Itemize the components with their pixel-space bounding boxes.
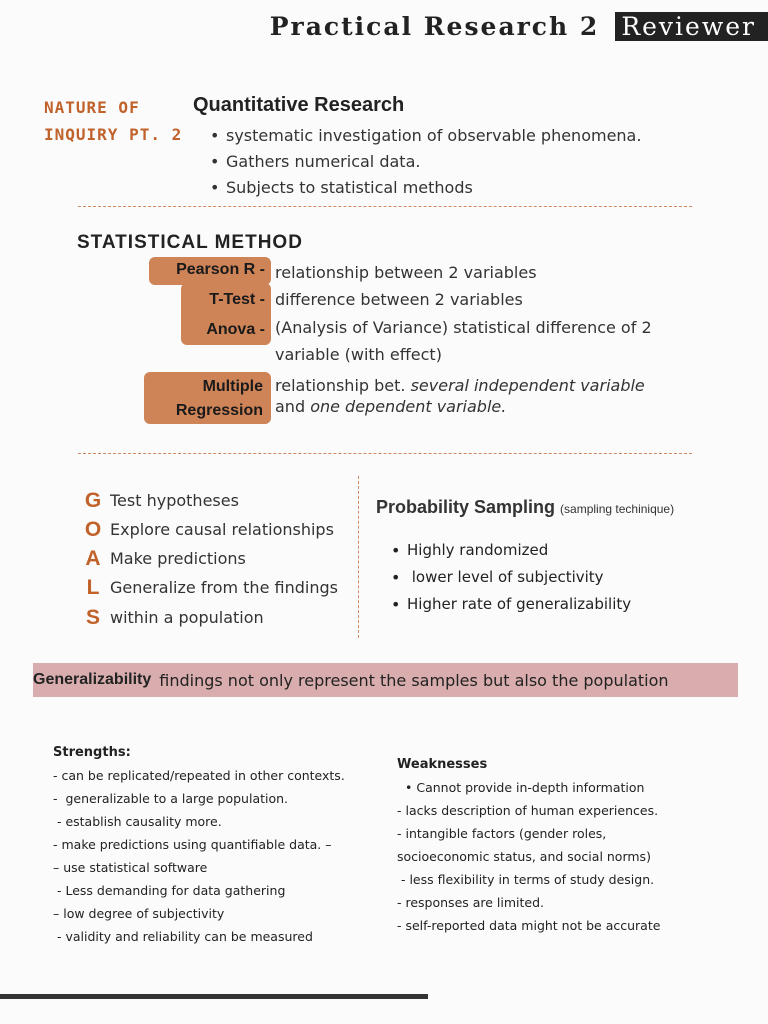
list-item: • Higher rate of generalizability bbox=[386, 591, 631, 618]
goal-item: Generalize from the findings bbox=[110, 578, 338, 597]
def-pearson: relationship between 2 variables bbox=[275, 263, 537, 282]
page-header bbox=[270, 10, 768, 42]
quantitative-list bbox=[205, 123, 641, 201]
list-item: • systematic investigation of observable phenomena. bbox=[205, 123, 641, 149]
footer-bar bbox=[0, 994, 428, 999]
list-item: - can be replicated/repeated in other contexts. bbox=[53, 768, 345, 783]
list-item: - intangible factors (gender roles, bbox=[397, 826, 607, 841]
goal-letter-g: G bbox=[84, 489, 102, 512]
def-italic: one dependent variable. bbox=[310, 397, 507, 416]
def-regression bbox=[275, 375, 695, 417]
list-item: - less flexibility in terms of study design. bbox=[397, 872, 655, 887]
list-item: • Subjects to statistical methods bbox=[205, 175, 641, 201]
goal-item: Make predictions bbox=[110, 549, 246, 568]
ps-title-text: Probability Sampling bbox=[376, 497, 556, 517]
bullet-icon: • bbox=[405, 780, 417, 795]
probability-list bbox=[386, 537, 631, 618]
page-title: Practical Research 2 bbox=[269, 11, 600, 41]
list-item bbox=[397, 776, 660, 799]
goal-letter-l: L bbox=[86, 576, 100, 599]
goal-letter-a: A bbox=[85, 547, 101, 570]
section-label-nature: NATURE OF INQUIRY PT. 2 bbox=[44, 98, 183, 144]
divider bbox=[78, 206, 692, 207]
list-item: socioeconomic status, and social norms) bbox=[397, 849, 651, 864]
list-item: - responses are limited. bbox=[397, 895, 545, 910]
list-item: - self-reported data might not be accurate bbox=[397, 918, 661, 933]
weaknesses-heading: Weaknesses bbox=[397, 757, 488, 772]
list-item-text: Cannot provide in-depth information bbox=[416, 780, 645, 795]
strengths-section bbox=[53, 741, 345, 948]
term-pearson: Pearson R - bbox=[176, 261, 265, 278]
generalizability-label: Generalizability bbox=[33, 671, 152, 688]
goal-letter-s: S bbox=[85, 606, 100, 629]
strengths-heading: Strengths: bbox=[53, 745, 131, 760]
quantitative-title: Quantitative Research bbox=[193, 94, 405, 116]
list-item: - Less demanding for data gathering bbox=[53, 883, 286, 898]
def-text: relationship bet. bbox=[275, 376, 411, 395]
def-anova: (Analysis of Variance) statistical difference of 2 variable (with effect) bbox=[275, 318, 652, 364]
list-item: • lower level of subjectivity bbox=[386, 564, 631, 591]
def-italic: several independent variable bbox=[410, 376, 645, 395]
list-item: - make predictions using quantifiable data. – bbox=[53, 837, 332, 852]
goal-item: within a population bbox=[110, 608, 264, 627]
divider bbox=[78, 453, 692, 454]
goal-letter-o: O bbox=[84, 518, 102, 541]
goal-item: Explore causal relationships bbox=[110, 520, 334, 539]
list-item: – use statistical software bbox=[53, 860, 208, 875]
goal-item: Test hypotheses bbox=[110, 491, 239, 510]
statistical-method-heading: STATISTICAL METHOD bbox=[77, 232, 303, 253]
list-item: - lacks description of human experiences. bbox=[397, 803, 659, 818]
reviewer-tag: Reviewer bbox=[615, 12, 768, 41]
term-anova: Anova - bbox=[206, 321, 265, 338]
list-item: • Gathers numerical data. bbox=[205, 149, 641, 175]
term-line: Regression bbox=[175, 402, 263, 419]
list-item: - generalizable to a large population. bbox=[53, 791, 289, 806]
term-line: Multiple bbox=[202, 378, 263, 395]
list-item: - validity and reliability can be measured bbox=[53, 929, 313, 944]
list-item: • Highly randomized bbox=[386, 537, 631, 564]
vertical-divider bbox=[358, 476, 359, 638]
list-item: - establish causality more. bbox=[53, 814, 222, 829]
term-ttest: T-Test - bbox=[209, 291, 265, 308]
def-text: and bbox=[275, 397, 311, 416]
term-multiple-regression bbox=[140, 375, 263, 423]
ps-note: (sampling techinique) bbox=[560, 502, 675, 516]
generalizability-text: findings not only represent the samples but also the population bbox=[159, 670, 669, 690]
list-item: – low degree of subjectivity bbox=[53, 906, 225, 921]
generalizability-band bbox=[33, 663, 738, 697]
weaknesses-section bbox=[397, 753, 660, 937]
probability-sampling-title bbox=[376, 497, 674, 518]
def-ttest: difference between 2 variables bbox=[275, 290, 523, 309]
